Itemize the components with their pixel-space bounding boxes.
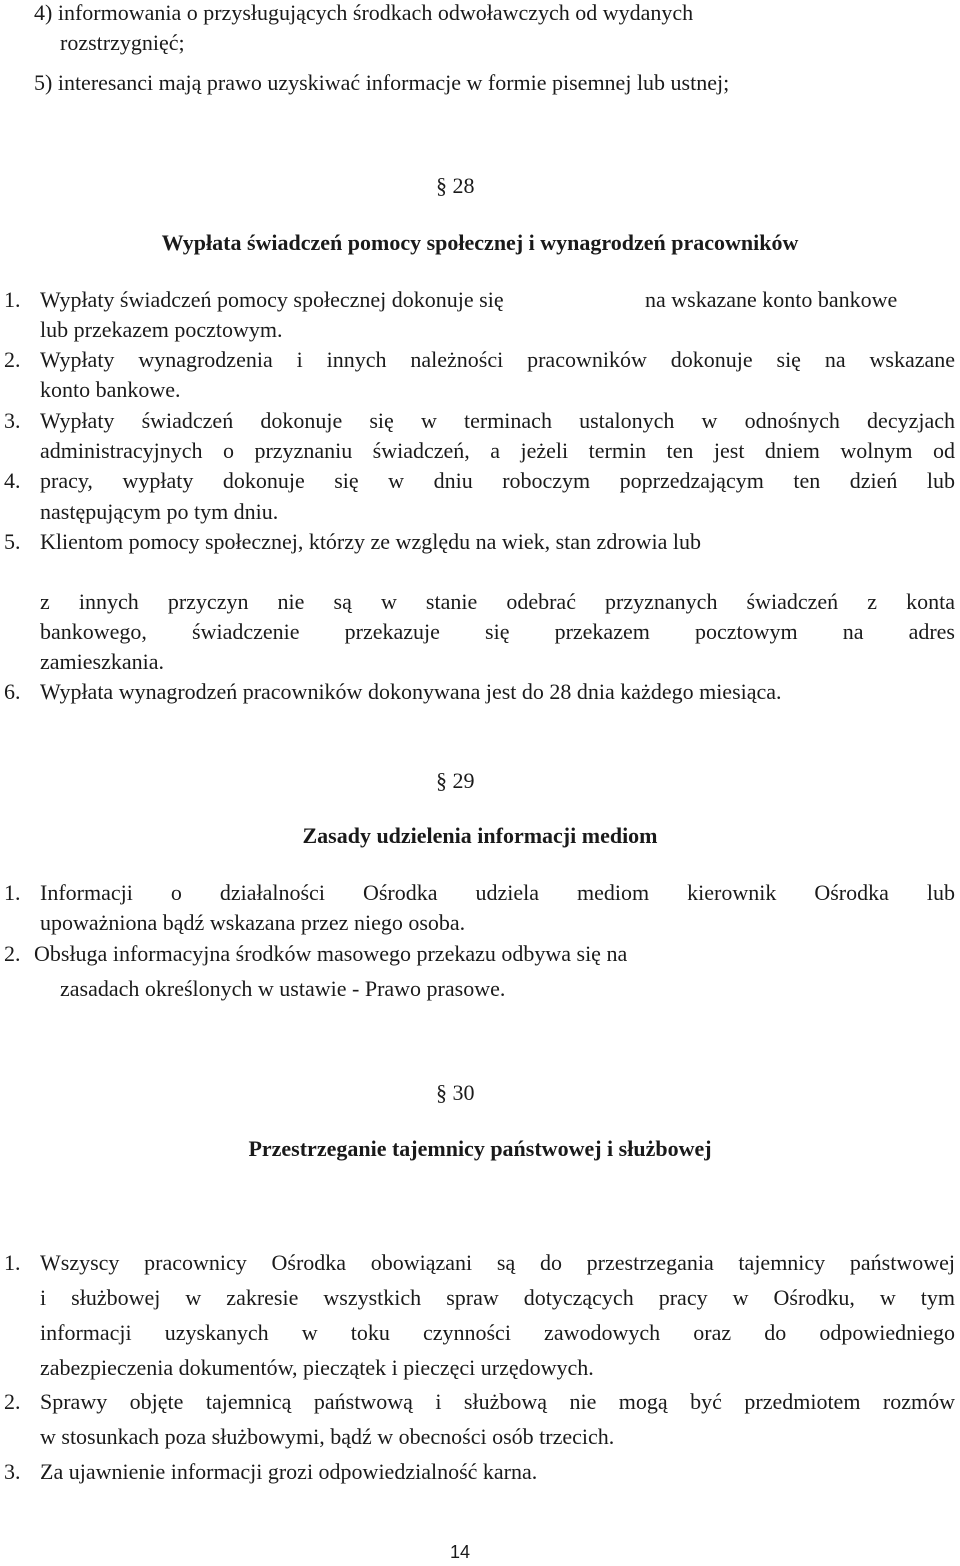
s29-item-2-line2: zasadach określonych w ustawie - Prawo prasowe.	[60, 976, 506, 1001]
section-29-paragraph-mark: § 29	[436, 768, 475, 793]
page-number: 14	[449, 1542, 471, 1562]
s29-item-1-line2: upoważniona bądź wskazana przez niego osoba.	[40, 910, 466, 935]
s30-item-3-number: 3.	[4, 1459, 21, 1484]
section-30-paragraph-mark: § 30	[436, 1080, 475, 1105]
s29-item-1-number: 1.	[4, 880, 21, 905]
s28-item-5-line1: Klientom pomocy społecznej, którzy ze względu na wiek, stan zdrowia lub	[40, 529, 702, 554]
s30-item-1-line4: zabezpieczenia dokumentów, pieczątek i pieczęci urzędowych.	[40, 1355, 594, 1380]
s30-item-2-line2: w stosunkach poza służbowymi, bądź w obecności osób trzecich.	[40, 1424, 615, 1449]
s28-item-2-number: 2.	[4, 347, 21, 372]
s28-item-6-line1: Wypłata wynagrodzeń pracowników dokonywana jest do 28 dnia każdego miesiąca.	[40, 679, 782, 704]
s30-item-1-number: 1.	[4, 1250, 21, 1275]
s29-item-2-number: 2.	[4, 941, 21, 966]
s30-item-3-line1: Za ujawnienie informacji grozi odpowiedzialność karna.	[40, 1459, 538, 1484]
s28-item-5-line4: zamieszkania.	[40, 649, 164, 674]
s30-item-2-number: 2.	[4, 1389, 21, 1414]
section-29-title: Zasady udzielenia informacji mediom	[302, 823, 658, 848]
s28-item-3-number: 3.	[4, 408, 21, 433]
s30-item-1-line1: Wszyscy pracownicy Ośrodka obowiązani są do przestrzegania tajemnicy państwowej	[40, 1250, 955, 1275]
s28-item-4-number: 4.	[4, 468, 21, 493]
intro-item-4-line2: rozstrzygnięć;	[60, 30, 185, 55]
section-28-paragraph-mark: § 28	[436, 173, 475, 198]
s28-item-5-number: 5.	[4, 529, 21, 554]
s29-item-2-line1: Obsługa informacyjna środków masowego przekazu odbywa się na	[34, 941, 628, 966]
s28-item-1-line1a: Wypłaty świadczeń pomocy społecznej dokonuje się	[40, 287, 504, 312]
s28-item-3-line1: Wypłaty świadczeń dokonuje się w terminach ustalonych w odnośnych decyzjach	[40, 408, 955, 433]
s30-item-2-line1: Sprawy objęte tajemnicą państwową i służbową nie mogą być przedmiotem rozmów	[40, 1389, 955, 1414]
section-30-title: Przestrzeganie tajemnicy państwowej i służbowej	[248, 1136, 712, 1161]
s28-item-4-line1: pracy, wypłaty dokonuje się w dniu roboczym poprzedzającym ten dzień lub	[40, 468, 955, 493]
section-28-title: Wypłata świadczeń pomocy społecznej i wynagrodzeń pracowników	[161, 230, 799, 255]
s28-item-3-line2: administracyjnych o przyznaniu świadczeń, a jeżeli termin ten jest dniem wolnym od	[40, 438, 955, 463]
s28-item-5-line2: z innych przyczyn nie są w stanie odebrać przyznanych świadczeń z konta	[40, 589, 955, 614]
s28-item-6-number: 6.	[4, 679, 21, 704]
s28-item-5-line3: bankowego, świadczenie przekazuje się przekazem pocztowym na adres	[40, 619, 955, 644]
s28-item-1-line2: lub przekazem pocztowym.	[40, 317, 283, 342]
s29-item-1-line1: Informacji o działalności Ośrodka udziela mediom kierownik Ośrodka lub	[40, 880, 955, 905]
intro-item-4-line1: 4) informowania o przysługujących środkach odwoławczych od wydanych	[34, 0, 694, 25]
s28-item-2-line1: Wypłaty wynagrodzenia i innych należności pracowników dokonuje się na wskazane	[40, 347, 955, 372]
s30-item-1-line2: i służbowej w zakresie wszystkich spraw dotyczących pracy w Ośrodku, w tym	[40, 1285, 955, 1310]
s28-item-2-line2: konto bankowe.	[40, 377, 181, 402]
s30-item-1-line3: informacji uzyskanych w toku czynności zawodowych oraz do odpowiedniego	[40, 1320, 955, 1345]
s28-item-1-line1b: na wskazane konto bankowe	[645, 287, 898, 312]
s28-item-1-number: 1.	[4, 287, 21, 312]
s28-item-4-line2: następującym po tym dniu.	[40, 499, 279, 524]
intro-item-5: 5) interesanci mają prawo uzyskiwać informacje w formie pisemnej lub ustnej;	[34, 70, 730, 95]
